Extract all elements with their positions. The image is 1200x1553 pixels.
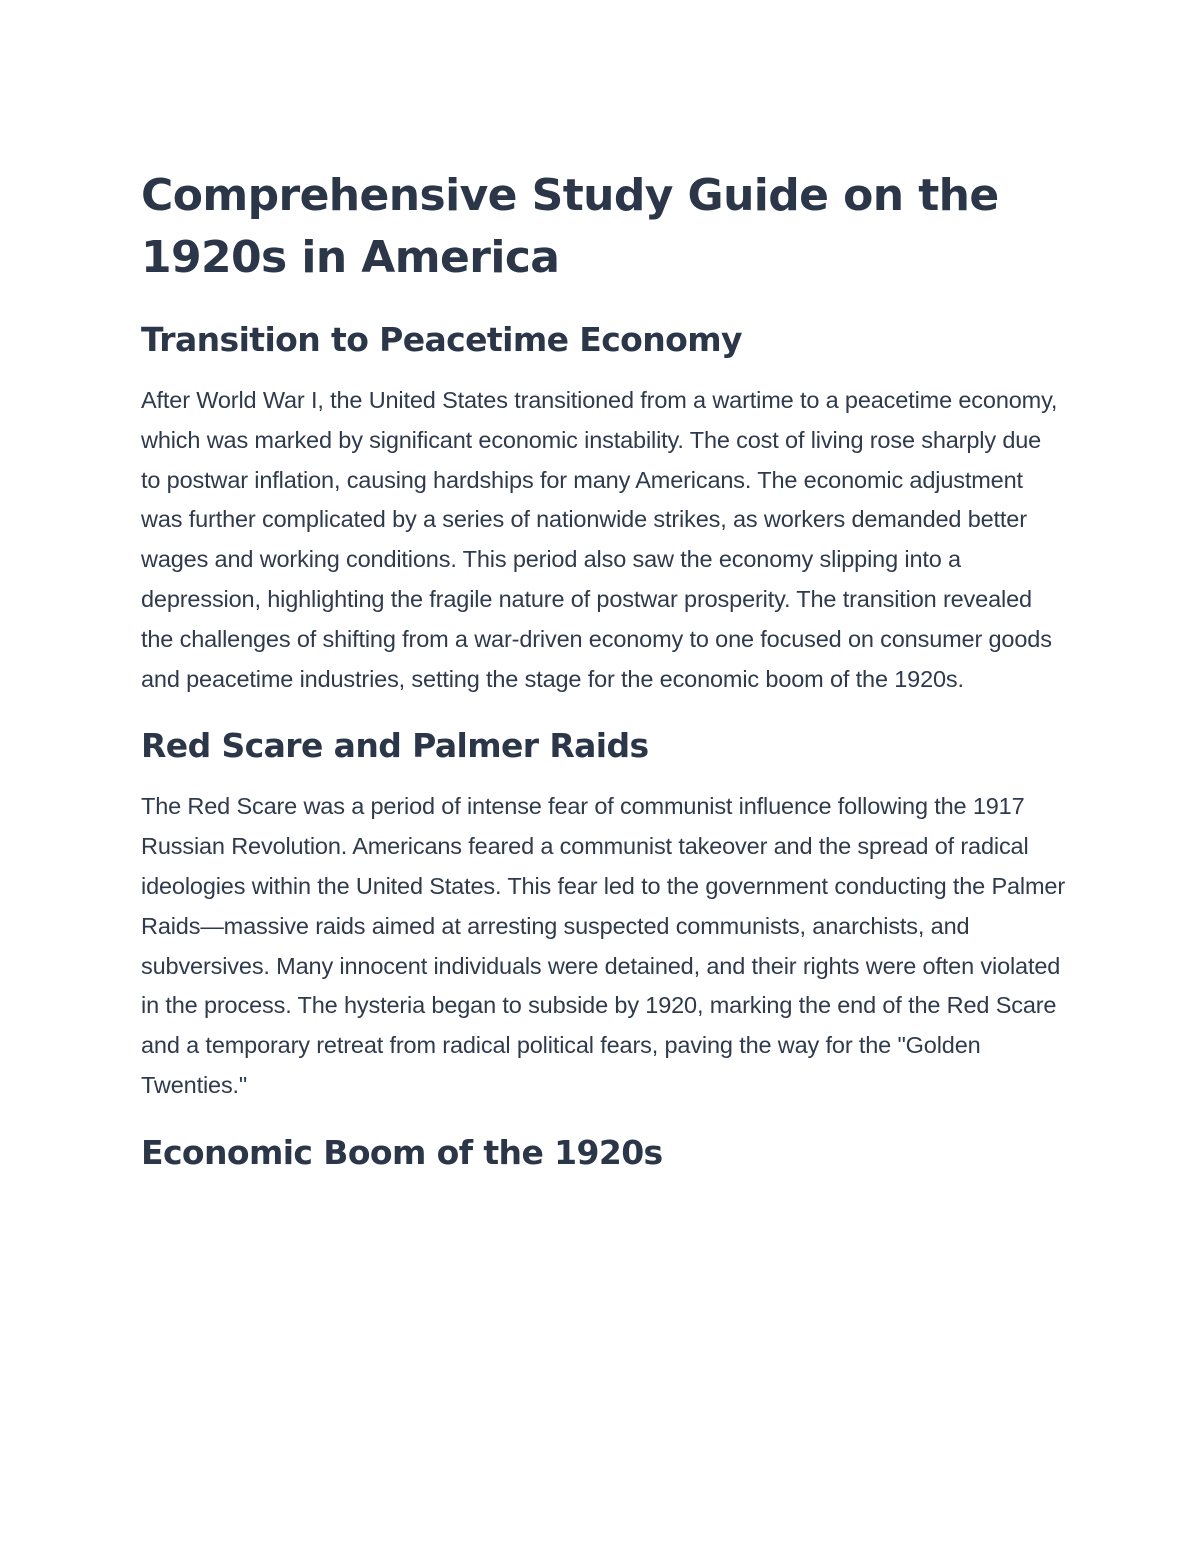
document-page	[141, 165, 1066, 1194]
section-heading-peacetime-economy: Transition to Peacetime Economy	[141, 320, 742, 359]
section-heading-red-scare: Red Scare and Palmer Raids	[141, 726, 649, 766]
section-heading-economic-boom: Economic Boom of the 1920s	[141, 1132, 663, 1172]
section-body-red-scare: The Red Scare was a period of intense fear of communist influence following the 1917 Russian Revolution. Americans feared a communist takeover and the spread of radical ideologies within the United States. This fear led to the government conducting the Palmer Raids—massive raids aimed at arresting suspected communists, anarchists, and subversives. Many innocent individuals were detained, and their rights were often violated in the process. The hysteria began to subside by 1920, marking the end of the Red Scare and a temporary retreat from radical political fears, paving the way for the "Golden Twenties."	[141, 793, 1065, 1098]
section-body-peacetime-economy: After World War I, the United States transitioned from a wartime to a peacetime economy, which was marked by significant economic instability. The cost of living rose sharply due to postwar inflation, causing hardships for many Americans. The economic adjustment was further complicated by a series of nationwide strikes, as workers demanded better wages and working conditions. This period also saw the economy slipping into a depression, highlighting the fragile nature of postwar prosperity. The transition revealed the challenges of shifting from a war-driven economy to one focused on consumer goods and peacetime industries, setting the stage for the economic boom of the 1920s.	[141, 387, 1058, 692]
document-title: Comprehensive Study Guide on the 1920s in America	[141, 170, 999, 283]
